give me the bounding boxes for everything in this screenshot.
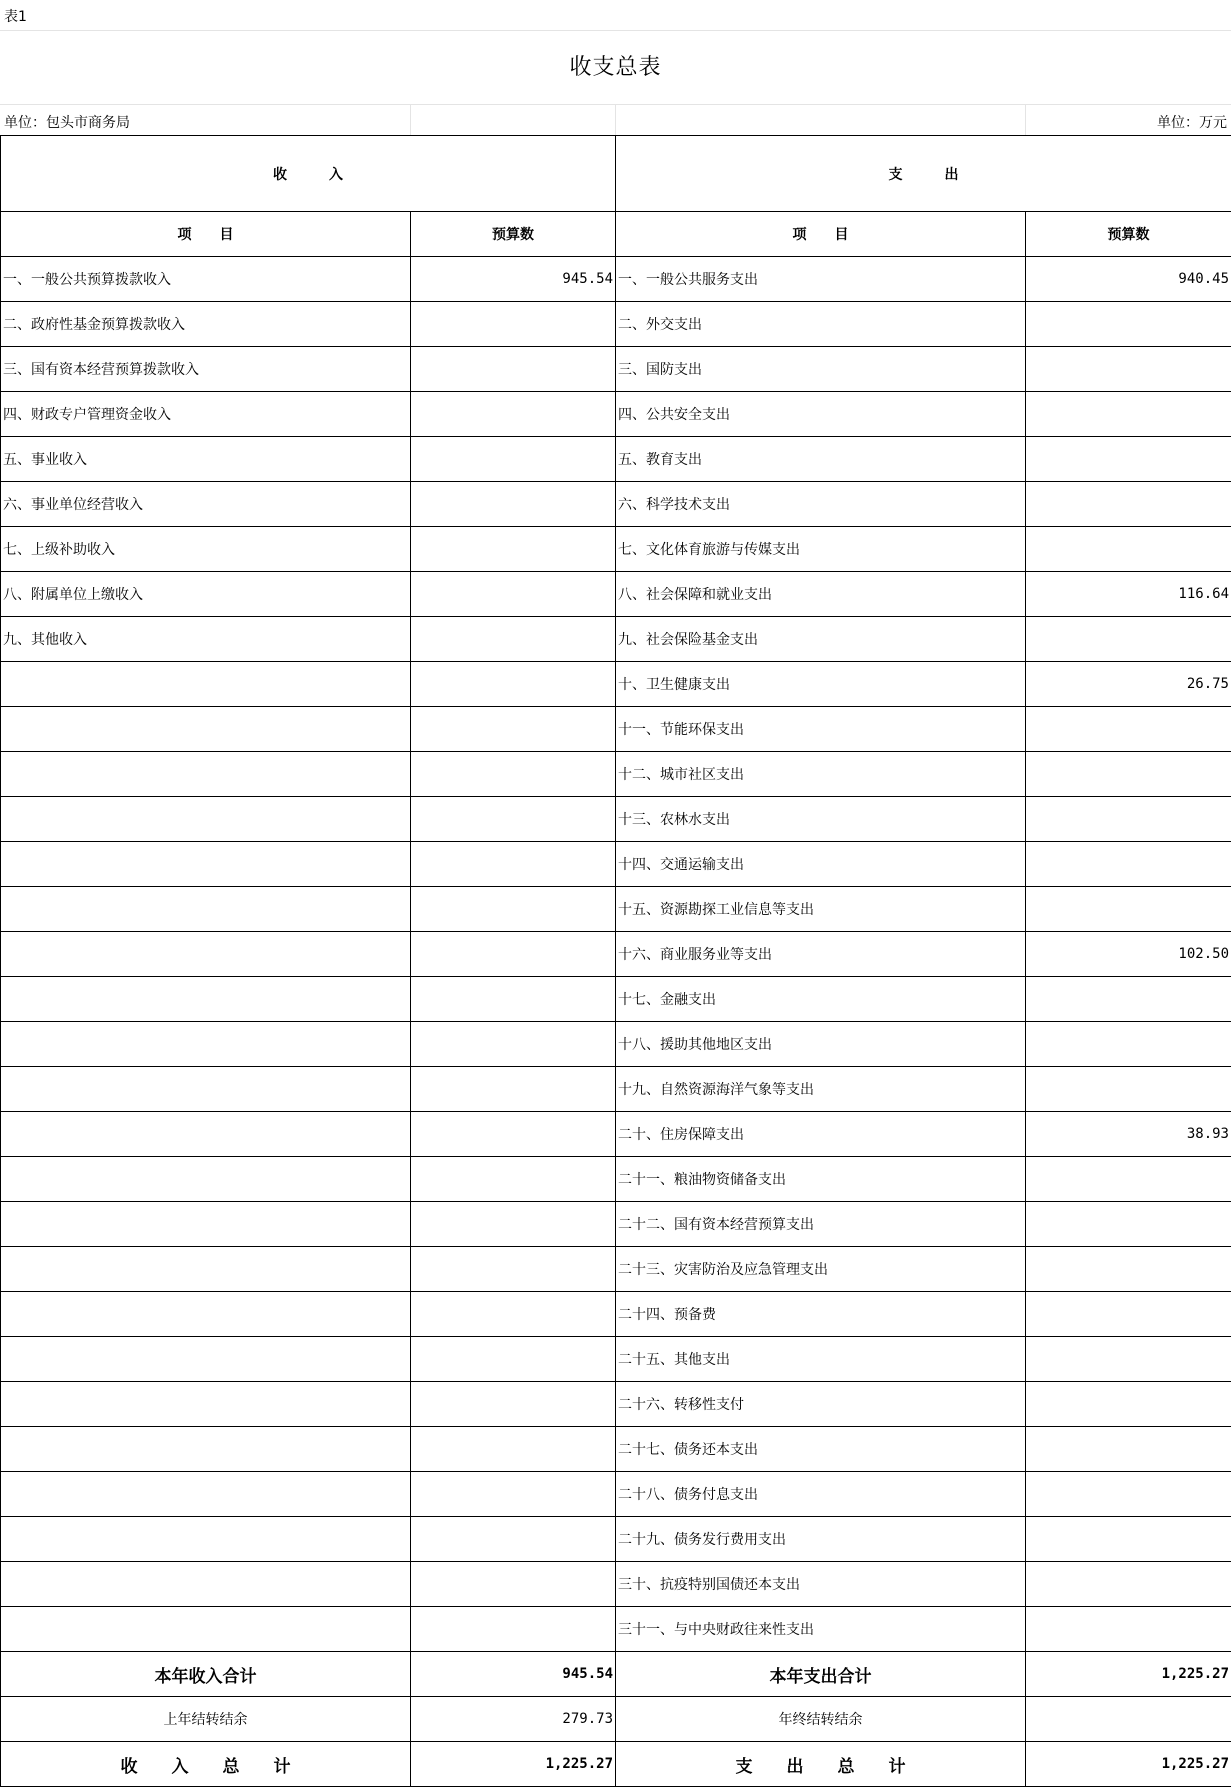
income-value [411,752,616,797]
expense-value [1026,482,1231,527]
income-budget-header: 预算数 [411,212,616,257]
expense-item: 十一、节能环保支出 [616,707,1026,752]
table-row [1,437,1231,482]
income-item [1,662,411,707]
table-row [1,1427,1231,1472]
unit-organization: 单位：包头市商务局 [4,112,130,132]
income-value [411,1067,616,1112]
gridline [615,104,616,135]
table-row [1,797,1231,842]
expense-item: 八、社会保障和就业支出 [616,572,1026,617]
income-value [411,302,616,347]
income-item [1,1337,411,1382]
expense-item: 十七、金融支出 [616,977,1026,1022]
expense-value [1026,1247,1231,1292]
expense-value [1026,1427,1231,1472]
table-row [1,1157,1231,1202]
carry-out-label: 年终结转结余 [616,1697,1026,1742]
income-item [1,977,411,1022]
expense-value [1026,1472,1231,1517]
expense-item-header: 项 目 [616,212,1026,257]
income-value [411,797,616,842]
income-value [411,1247,616,1292]
expense-value [1026,1607,1231,1652]
table-row [1,572,1231,617]
table-row [1,527,1231,572]
gridline [1025,104,1026,135]
income-value [411,1157,616,1202]
expense-value [1026,392,1231,437]
income-value [411,887,616,932]
income-item [1,1427,411,1472]
expense-item: 一、一般公共服务支出 [616,257,1026,302]
expense-item: 十六、商业服务业等支出 [616,932,1026,977]
expense-item: 七、文化体育旅游与传媒支出 [616,527,1026,572]
income-item [1,1202,411,1247]
expense-value [1026,527,1231,572]
income-item [1,1247,411,1292]
table-row [1,1202,1231,1247]
income-item [1,1157,411,1202]
carry-in-label: 上年结转结余 [1,1697,411,1742]
income-item [1,1517,411,1562]
expense-value [1026,707,1231,752]
table-row [1,1382,1231,1427]
summary-row [1,1652,1231,1697]
income-value [411,392,616,437]
page-title: 收支总表 [0,50,1231,81]
expense-value [1026,797,1231,842]
expense-value [1026,752,1231,797]
table-row [1,257,1231,302]
section-header-row [1,136,1231,212]
table-row [1,392,1231,437]
income-value [411,1427,616,1472]
income-value [411,662,616,707]
expense-value [1026,1382,1231,1427]
expense-item: 三十、抗疫特别国债还本支出 [616,1562,1026,1607]
report-header [0,0,1231,135]
expense-value [1026,1517,1231,1562]
expense-value: 26.75 [1026,662,1231,707]
income-item [1,707,411,752]
expense-item: 二十二、国有资本经营预算支出 [616,1202,1026,1247]
income-item: 六、事业单位经营收入 [1,482,411,527]
income-item: 四、财政专户管理资金收入 [1,392,411,437]
expense-item: 二十一、粮油物资储备支出 [616,1157,1026,1202]
income-value [411,1022,616,1067]
income-item: 八、附属单位上缴收入 [1,572,411,617]
income-item: 五、事业收入 [1,437,411,482]
expense-value: 102.50 [1026,932,1231,977]
income-value [411,707,616,752]
expense-item: 四、公共安全支出 [616,392,1026,437]
income-total-label: 本年收入合计 [1,1652,411,1697]
table-row [1,1022,1231,1067]
income-header: 收 入 [1,136,616,212]
expense-value [1026,887,1231,932]
table-row [1,302,1231,347]
expense-item: 十三、农林水支出 [616,797,1026,842]
expense-item: 二十七、债务还本支出 [616,1427,1026,1472]
income-value [411,932,616,977]
table-row [1,1472,1231,1517]
expense-item: 十八、援助其他地区支出 [616,1022,1026,1067]
table-label: 表1 [4,6,27,26]
table-row [1,1607,1231,1652]
income-value [411,1517,616,1562]
expense-item: 六、科学技术支出 [616,482,1026,527]
income-item [1,1562,411,1607]
income-item [1,1112,411,1157]
expense-value [1026,1562,1231,1607]
expense-item: 十九、自然资源海洋气象等支出 [616,1067,1026,1112]
expense-item: 二十八、债务付息支出 [616,1472,1026,1517]
income-item [1,887,411,932]
income-item [1,1022,411,1067]
expense-value [1026,842,1231,887]
expense-item: 三十一、与中央财政往来性支出 [616,1607,1026,1652]
expense-value [1026,1292,1231,1337]
unit-currency: 单位：万元 [1157,112,1227,132]
income-item [1,1292,411,1337]
expense-item: 二十三、灾害防治及应急管理支出 [616,1247,1026,1292]
income-total-value: 945.54 [411,1652,616,1697]
expense-item: 二、外交支出 [616,302,1026,347]
expense-value: 116.64 [1026,572,1231,617]
gridline [0,30,1231,31]
expense-value [1026,347,1231,392]
income-value [411,1382,616,1427]
grand-income-label: 收 入 总 计 [1,1742,411,1787]
income-value [411,617,616,662]
income-item [1,752,411,797]
expense-item: 十五、资源勘探工业信息等支出 [616,887,1026,932]
income-item: 一、一般公共预算拨款收入 [1,257,411,302]
income-item [1,1067,411,1112]
expense-item: 九、社会保险基金支出 [616,617,1026,662]
carry-in-value: 279.73 [411,1697,616,1742]
table-row [1,1067,1231,1112]
expense-value [1026,1202,1231,1247]
table-row [1,752,1231,797]
table-row [1,482,1231,527]
income-value [411,572,616,617]
summary-row [1,1697,1231,1742]
expense-item: 二十六、转移性支付 [616,1382,1026,1427]
expense-value: 38.93 [1026,1112,1231,1157]
income-value [411,437,616,482]
income-value [411,482,616,527]
table-row [1,1112,1231,1157]
income-value [411,1112,616,1157]
income-item [1,1472,411,1517]
column-header-row [1,212,1231,257]
grand-income-value: 1,225.27 [411,1742,616,1787]
table-row [1,842,1231,887]
income-value [411,1562,616,1607]
grand-expense-label: 支 出 总 计 [616,1742,1026,1787]
table-row [1,887,1231,932]
expense-item: 十四、交通运输支出 [616,842,1026,887]
income-value [411,527,616,572]
expense-item: 十、卫生健康支出 [616,662,1026,707]
income-value [411,1292,616,1337]
expense-item: 二十五、其他支出 [616,1337,1026,1382]
income-value [411,842,616,887]
table-row [1,1247,1231,1292]
income-item [1,1382,411,1427]
expense-item: 十二、城市社区支出 [616,752,1026,797]
income-item: 二、政府性基金预算拨款收入 [1,302,411,347]
income-item [1,797,411,842]
table-row [1,1292,1231,1337]
income-item [1,1607,411,1652]
income-item [1,842,411,887]
expense-header: 支 出 [616,136,1231,212]
expense-value [1026,1157,1231,1202]
expense-total-value: 1,225.27 [1026,1652,1231,1697]
expense-value [1026,617,1231,662]
income-value [411,1337,616,1382]
table-row [1,1517,1231,1562]
table-row [1,347,1231,392]
expense-budget-header: 预算数 [1026,212,1231,257]
expense-value [1026,302,1231,347]
table-row [1,977,1231,1022]
expense-value [1026,1022,1231,1067]
budget-table [0,135,1231,1787]
income-item-header: 项 目 [1,212,411,257]
income-value: 945.54 [411,257,616,302]
expense-value [1026,977,1231,1022]
expense-value: 940.45 [1026,257,1231,302]
income-value [411,1472,616,1517]
expense-value [1026,1337,1231,1382]
table-row [1,932,1231,977]
income-value [411,977,616,1022]
income-value [411,1607,616,1652]
income-item: 七、上级补助收入 [1,527,411,572]
expense-item: 二十九、债务发行费用支出 [616,1517,1026,1562]
gridline [410,104,411,135]
table-row [1,662,1231,707]
carry-out-value [1026,1697,1231,1742]
expense-total-label: 本年支出合计 [616,1652,1026,1697]
income-item: 三、国有资本经营预算拨款收入 [1,347,411,392]
table-row [1,707,1231,752]
summary-row [1,1742,1231,1787]
expense-item: 五、教育支出 [616,437,1026,482]
expense-value [1026,1067,1231,1112]
income-value [411,347,616,392]
expense-item: 三、国防支出 [616,347,1026,392]
expense-item: 二十、住房保障支出 [616,1112,1026,1157]
grand-expense-value: 1,225.27 [1026,1742,1231,1787]
table-row [1,617,1231,662]
income-item [1,932,411,977]
table-row [1,1562,1231,1607]
table-row [1,1337,1231,1382]
expense-value [1026,437,1231,482]
expense-item: 二十四、预备费 [616,1292,1026,1337]
income-value [411,1202,616,1247]
income-item: 九、其他收入 [1,617,411,662]
